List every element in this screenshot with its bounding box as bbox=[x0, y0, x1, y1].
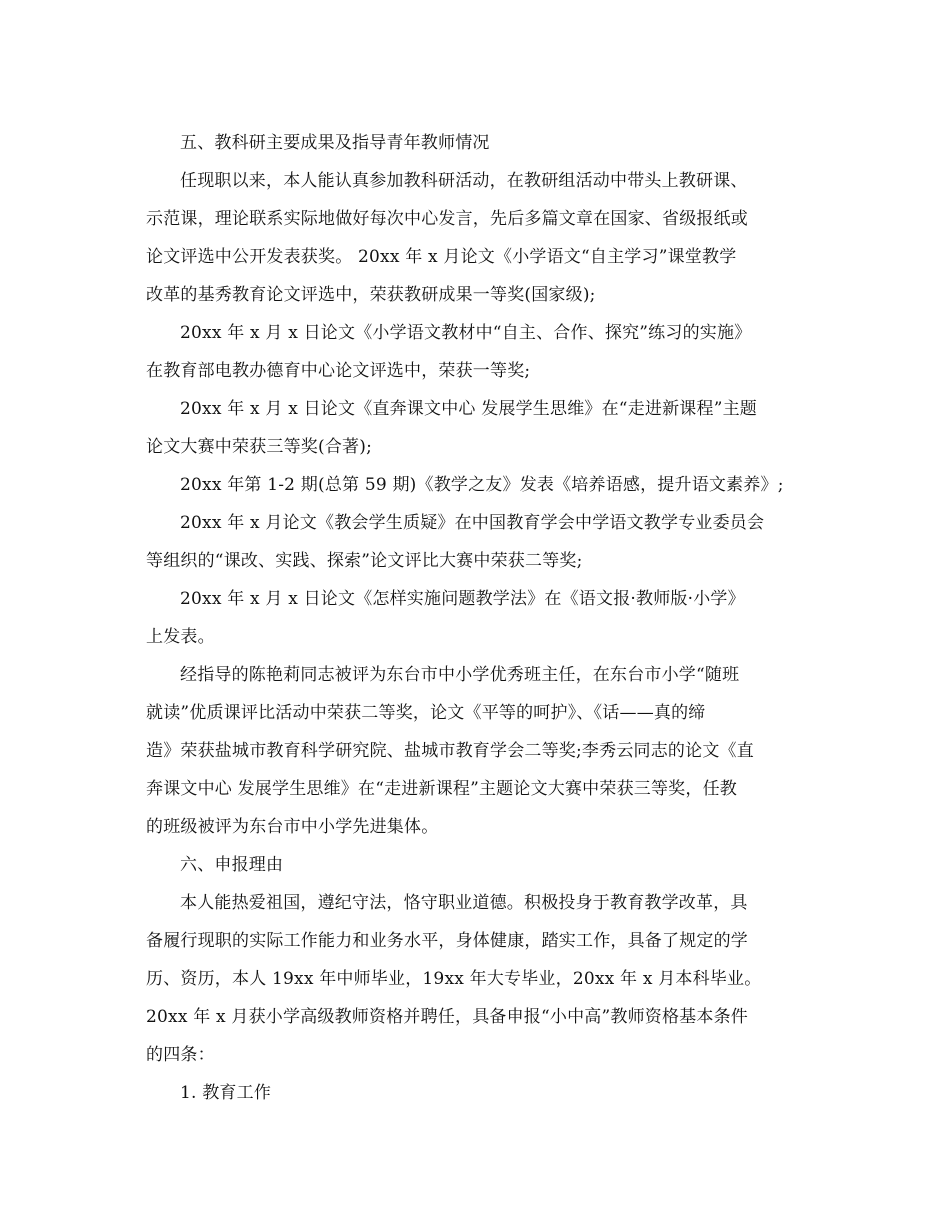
paragraph-line: 本人能热爱祖国，遵纪守法，恪守职业道德。积极投身于教育教学改革，具 bbox=[180, 893, 748, 913]
paragraph-line: 改革的基秀教育论文评选中，荣获教研成果一等奖(国家级); bbox=[146, 285, 596, 305]
paragraph-line: 的四条： bbox=[146, 1045, 215, 1065]
document-body bbox=[146, 124, 814, 1112]
paragraph-line: 历、资历，本人 19xx 年中师毕业，19xx 年大专毕业，20xx 年 x 月本科毕业。 bbox=[146, 969, 762, 989]
section-heading-5: 五、教科研主要成果及指导青年教师情况 bbox=[180, 133, 490, 153]
paragraph-line: 的班级被评为东台市中小学先进集体。 bbox=[146, 817, 439, 837]
paragraph-line: 示范课，理论联系实际地做好每次中心发言，先后多篇文章在国家、省级报纸或 bbox=[146, 209, 748, 229]
paragraph-line: 上发表。 bbox=[146, 627, 215, 647]
paragraph-line: 任现职以来，本人能认真参加教科研活动，在教研组活动中带头上教研课、 bbox=[180, 171, 748, 191]
paragraph-line: 20xx 年 x 月论文《教会学生质疑》在中国教育学会中学语文教学专业委员会 bbox=[180, 513, 765, 533]
paragraph-line: 就读”优质课评比活动中荣获二等奖，论文《平等的呵护》、《话——真的缔 bbox=[146, 703, 706, 723]
paragraph-line: 20xx 年 x 月 x 日论文《小学语文教材中“自主、合作、探究”练习的实施》 bbox=[180, 323, 752, 343]
paragraph-line: 奔课文中心 发展学生思维》在“走进新课程”主题论文大赛中荣获三等奖，任教 bbox=[146, 779, 737, 799]
paragraph-line: 备履行现职的实际工作能力和业务水平，身体健康，踏实工作，具备了规定的学 bbox=[146, 931, 748, 951]
paragraph-line: 论文评选中公开发表获奖。 20xx 年 x 月论文《小学语文“自主学习”课堂教学 bbox=[146, 247, 737, 267]
paragraph-line: 经指导的陈艳莉同志被评为东台市中小学优秀班主任，在东台市小学“随班 bbox=[180, 665, 740, 685]
section-heading-6: 六、申报理由 bbox=[180, 855, 284, 875]
list-item-heading: 1. 教育工作 bbox=[180, 1083, 272, 1103]
paragraph-line: 等组织的“课改、实践、探索”论文评比大赛中荣获二等奖; bbox=[146, 551, 583, 571]
paragraph-line: 在教育部电教办德育中心论文评选中，荣获一等奖; bbox=[146, 361, 531, 381]
paragraph-line: 造》荣获盐城市教育科学研究院、盐城市教育学会二等奖;李秀云同志的论文《直 bbox=[146, 741, 754, 761]
paragraph-line: 20xx 年 x 月 x 日论文《直奔课文中心 发展学生思维》在“走进新课程”主题 bbox=[180, 399, 757, 419]
paragraph-line: 20xx 年 x 月获小学高级教师资格并聘任，具备申报“小中高”教师资格基本条件 bbox=[146, 1007, 748, 1027]
paragraph-line: 论文大赛中荣获三等奖(合著); bbox=[146, 437, 372, 457]
paragraph-line: 20xx 年 x 月 x 日论文《怎样实施问题教学法》在《语文报·教师版·小学》 bbox=[180, 589, 745, 609]
paragraph-line: 20xx 年第 1-2 期(总第 59 期)《教学之友》发表《培养语感，提升语文素养》; bbox=[180, 475, 784, 495]
